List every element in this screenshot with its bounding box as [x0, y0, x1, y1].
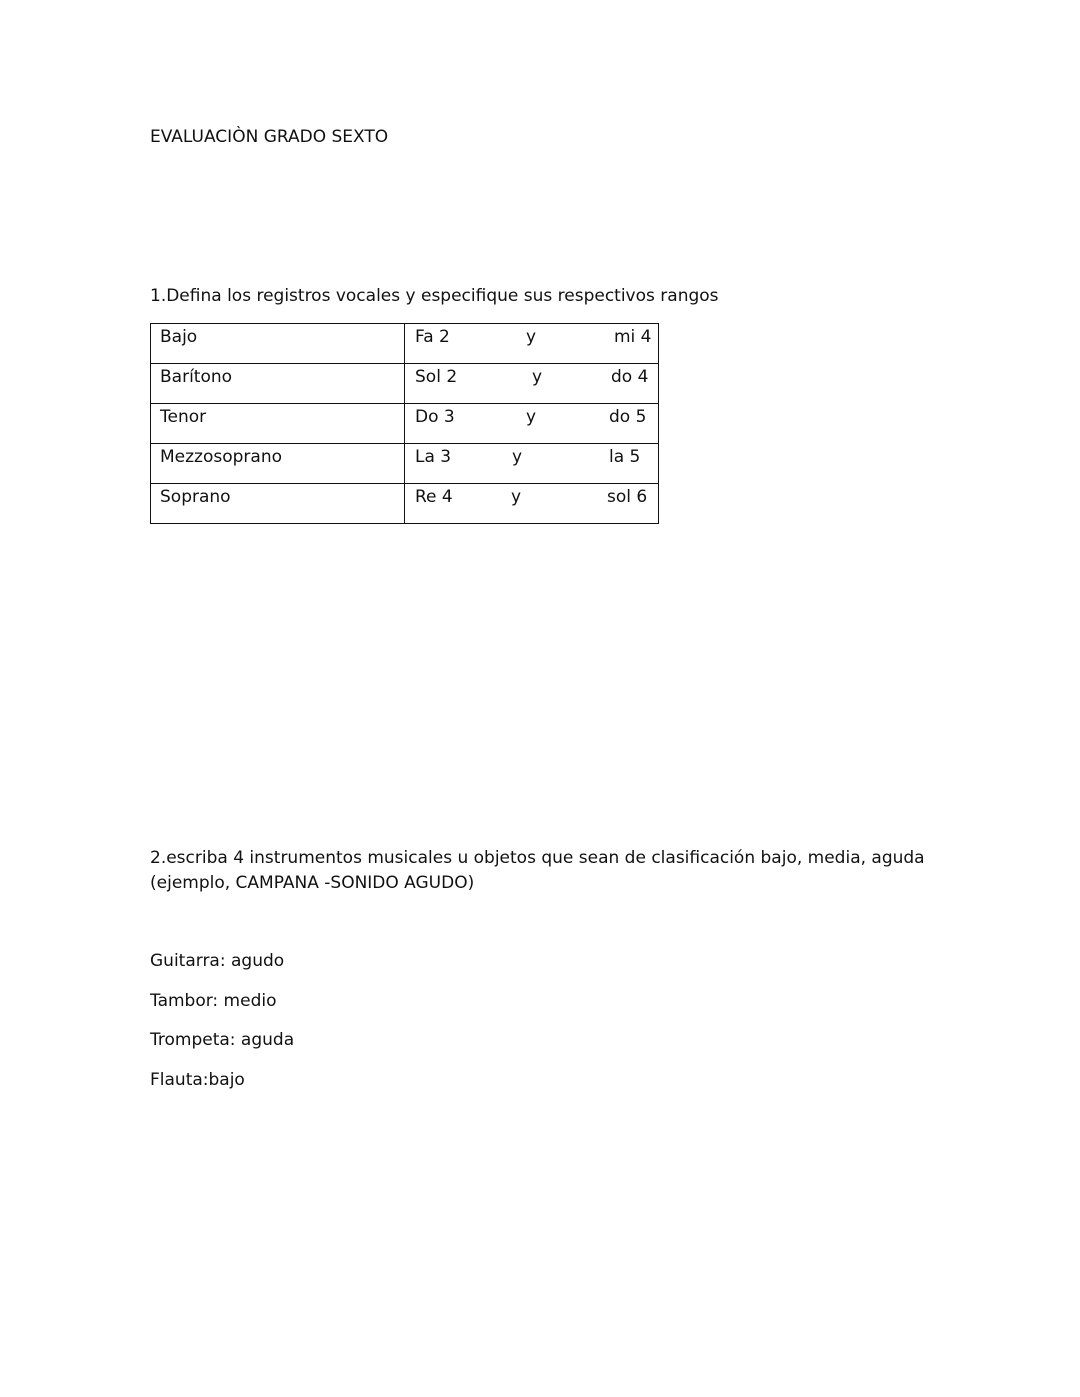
- range-separator: y: [512, 447, 523, 467]
- answer-item: Guitarra: agudo: [150, 951, 285, 971]
- range-cell: [405, 324, 659, 364]
- range-separator: y: [511, 487, 522, 507]
- question-2-line-1: 2.escriba 4 instrumentos musicales u objetos que sean de clasificación bajo, media, aguda: [150, 848, 925, 868]
- answer-item: Flauta:bajo: [150, 1070, 245, 1091]
- range-to: do 4: [611, 367, 649, 387]
- voice-cell: [151, 404, 405, 444]
- question-2-line-2: (ejemplo, CAMPANA -SONIDO AGUDO): [150, 873, 475, 893]
- range-to: sol 6: [607, 487, 648, 507]
- range-from: Fa 2: [415, 327, 450, 347]
- question-2-text: [150, 846, 950, 896]
- vocal-ranges-table: [150, 323, 659, 524]
- voice-name: Barítono: [160, 367, 233, 387]
- range-cell: [405, 364, 659, 404]
- range-separator: y: [526, 407, 537, 427]
- voice-cell: [151, 484, 405, 524]
- table-row: [151, 324, 659, 364]
- range-cell: [405, 404, 659, 444]
- range-to: mi 4: [614, 327, 652, 347]
- range-from: Sol 2: [415, 367, 458, 387]
- voice-name: Bajo: [160, 327, 198, 347]
- range-separator: y: [532, 367, 543, 387]
- table-row: [151, 404, 659, 444]
- table-row: [151, 364, 659, 404]
- range-to: la 5: [609, 447, 641, 467]
- voice-cell: [151, 324, 405, 364]
- range-cell: [405, 484, 659, 524]
- document-title: EVALUACIÒN GRADO SEXTO: [150, 127, 389, 147]
- answer-item: Tambor: medio: [150, 990, 277, 1011]
- range-from: Do 3: [415, 407, 455, 427]
- question-2-answers: [150, 950, 294, 1109]
- question-1-text: 1.Defina los registros vocales y especifique sus respectivos rangos: [150, 286, 719, 306]
- answer-item: Trompeta: aguda: [150, 1030, 295, 1051]
- range-from: La 3: [415, 447, 452, 467]
- table-row: [151, 444, 659, 484]
- voice-cell: [151, 364, 405, 404]
- range-cell: [405, 444, 659, 484]
- range-separator: y: [526, 327, 537, 347]
- range-from: Re 4: [415, 487, 453, 507]
- voice-name: Mezzosoprano: [160, 447, 283, 467]
- voice-cell: [151, 444, 405, 484]
- table-row: [151, 484, 659, 524]
- voice-name: Tenor: [160, 407, 207, 427]
- voice-name: Soprano: [160, 487, 231, 507]
- range-to: do 5: [609, 407, 647, 427]
